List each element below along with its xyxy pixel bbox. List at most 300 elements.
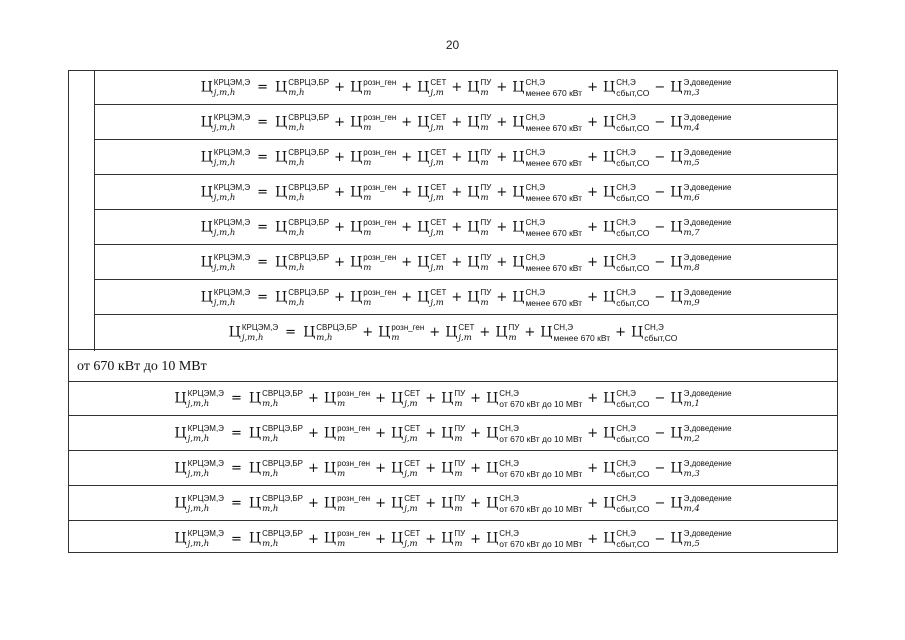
script-stack — [214, 254, 250, 272]
base-symbol: Ц — [512, 184, 525, 200]
subscript: от 670 кВт до 10 МВт — [499, 398, 583, 409]
equals-sign: = — [257, 290, 268, 305]
term-pu — [441, 390, 465, 408]
term-svrce — [249, 495, 303, 513]
lhs-term — [174, 495, 224, 513]
script-stack — [337, 530, 370, 548]
base-symbol: Ц — [603, 495, 616, 511]
lhs-term — [201, 184, 251, 202]
superscript: СЕТ — [430, 112, 447, 122]
base-symbol: Ц — [603, 460, 616, 476]
script-stack — [644, 324, 677, 342]
subscript: m,3 — [683, 468, 700, 479]
script-stack — [616, 460, 649, 478]
term-rozn-gen — [324, 460, 370, 478]
superscript: розн_ген — [363, 147, 397, 157]
base-symbol: Ц — [467, 114, 480, 130]
term-set — [417, 114, 446, 132]
subscript: j,m,h — [187, 398, 210, 409]
term-rozn-gen — [350, 289, 396, 307]
subscript: j,m — [458, 332, 472, 343]
superscript: Э,доведение — [683, 252, 732, 262]
subscript: m — [363, 122, 372, 133]
term-pu — [441, 530, 465, 548]
operator-sign: + — [308, 461, 319, 476]
operator-sign: − — [654, 531, 666, 547]
superscript: СН,Э — [616, 77, 636, 87]
subscript: m,h — [288, 297, 305, 308]
operator-sign: + — [496, 115, 508, 130]
page-number: 20 — [445, 38, 460, 52]
lhs-term — [201, 114, 251, 132]
superscript: СН,Э — [525, 77, 545, 87]
term-set — [417, 149, 446, 167]
base-symbol: Ц — [200, 149, 213, 165]
superscript: СН,Э — [616, 529, 636, 538]
formula-row — [69, 487, 837, 521]
operator-sign: + — [334, 185, 346, 200]
subscript: m,h — [262, 539, 279, 549]
script-stack — [525, 219, 582, 237]
term-sn-e — [486, 460, 582, 478]
formula-row — [95, 281, 837, 315]
term-svrce — [249, 425, 303, 443]
superscript: КРЦЭМ,Э — [187, 458, 224, 468]
term-dovedenie — [670, 254, 731, 272]
superscript: ПУ — [454, 493, 466, 503]
base-symbol: Ц — [275, 184, 288, 200]
script-stack — [525, 114, 582, 132]
base-symbol: Ц — [323, 425, 337, 441]
script-stack — [262, 530, 303, 548]
operator-sign: + — [470, 531, 482, 547]
script-stack — [454, 530, 465, 548]
subscript: сбыт,СО — [616, 297, 650, 308]
operator-sign: + — [425, 531, 437, 547]
base-symbol: Ц — [174, 495, 187, 511]
operator-sign: + — [334, 80, 346, 95]
superscript: КРЦЭМ,Э — [241, 322, 279, 332]
base-symbol: Ц — [602, 79, 616, 95]
operator-sign: − — [654, 115, 666, 130]
operator-sign: − — [654, 80, 666, 95]
subscript: m,1 — [683, 398, 700, 409]
script-stack — [509, 324, 520, 342]
subscript: m,4 — [683, 122, 700, 133]
base-symbol: Ц — [323, 460, 337, 476]
term-dovedenie — [670, 425, 731, 443]
subscript: от 670 кВт до 10 МВт — [499, 503, 583, 514]
base-symbol: Ц — [603, 530, 616, 547]
script-stack — [214, 149, 250, 167]
subscript: j,m,h — [213, 192, 236, 203]
term-sn-e — [486, 495, 582, 513]
superscript: СВРЦЭ,БР — [262, 388, 303, 398]
term-svrce — [275, 149, 329, 167]
term-sn-e — [486, 530, 582, 548]
base-symbol: Ц — [670, 184, 683, 200]
base-symbol: Ц — [445, 324, 458, 340]
superscript: КРЦЭМ,Э — [187, 529, 224, 538]
superscript: СН,Э — [616, 423, 636, 433]
subscript: m,h — [288, 262, 305, 273]
lhs-term — [201, 149, 251, 167]
superscript: СЕТ — [430, 182, 447, 192]
lhs-term — [174, 460, 224, 478]
term-set — [391, 530, 420, 548]
operator-sign: + — [451, 220, 463, 235]
operator-sign: + — [425, 461, 437, 476]
term-rozn-gen — [324, 425, 370, 443]
base-symbol: Ц — [350, 114, 363, 130]
base-symbol: Ц — [275, 289, 288, 305]
superscript: розн_ген — [337, 529, 371, 538]
base-symbol: Ц — [670, 149, 683, 165]
subscript: менее 670 кВт — [525, 297, 583, 308]
term-sbyt-so — [603, 114, 649, 132]
superscript: розн_ген — [363, 252, 397, 262]
subscript: m — [480, 262, 489, 273]
base-symbol: Ц — [670, 495, 683, 511]
script-stack — [454, 495, 465, 513]
operator-sign: − — [654, 220, 666, 235]
subscript: сбыт,СО — [616, 87, 650, 98]
script-stack — [337, 390, 370, 408]
equals-sign: = — [230, 531, 242, 547]
script-stack — [188, 530, 224, 548]
superscript: СЕТ — [404, 423, 421, 433]
base-symbol: Ц — [200, 184, 213, 200]
script-stack — [525, 149, 582, 167]
subscript: m — [363, 227, 372, 238]
term-sn-e — [512, 149, 582, 167]
base-symbol: Ц — [602, 219, 616, 235]
subscript: j,m,h — [213, 262, 236, 273]
superscript: розн_ген — [391, 322, 425, 332]
subscript: m,h — [262, 503, 279, 514]
operator-sign: + — [451, 115, 463, 130]
superscript: СЕТ — [458, 322, 475, 332]
script-stack — [684, 425, 732, 443]
operator-sign: + — [587, 80, 598, 95]
script-stack — [363, 114, 396, 132]
superscript: розн_ген — [363, 217, 397, 227]
script-stack — [430, 219, 446, 237]
subscript: m — [454, 468, 463, 479]
superscript: СВРЦЭ,БР — [288, 182, 330, 192]
subscript: j,m — [404, 539, 418, 549]
subscript: m — [363, 297, 372, 308]
base-symbol: Ц — [350, 289, 363, 305]
subscript: m — [480, 227, 489, 238]
operator-sign: + — [375, 496, 386, 511]
operator-sign: + — [496, 150, 508, 165]
superscript: СН,Э — [616, 252, 636, 262]
superscript: СЕТ — [430, 217, 447, 227]
superscript: КРЦЭМ,Э — [213, 112, 251, 122]
script-stack — [480, 79, 491, 97]
superscript: СН,Э — [616, 388, 636, 398]
term-sn-e — [512, 184, 582, 202]
superscript: СЕТ — [404, 529, 421, 538]
script-stack — [683, 184, 731, 202]
superscript: розн_ген — [337, 423, 371, 433]
superscript: ПУ — [508, 322, 520, 332]
subscript: j,m — [430, 192, 444, 203]
base-symbol: Ц — [417, 114, 430, 130]
script-stack — [404, 425, 420, 443]
superscript: Э,доведение — [683, 529, 732, 538]
superscript: СН,Э — [525, 147, 545, 157]
base-symbol: Ц — [486, 460, 499, 476]
script-stack — [288, 149, 329, 167]
script-stack — [683, 219, 731, 237]
term-svrce — [275, 254, 329, 272]
base-symbol: Ц — [390, 460, 404, 476]
subscript: m — [363, 157, 372, 168]
lhs-term — [201, 219, 251, 237]
term-pu — [467, 184, 491, 202]
formula-row — [69, 382, 837, 416]
base-symbol: Ц — [603, 425, 616, 441]
script-stack — [616, 530, 649, 548]
base-symbol: Ц — [512, 149, 525, 165]
term-pu — [467, 254, 491, 272]
term-sbyt-so — [603, 460, 649, 478]
base-symbol: Ц — [417, 184, 430, 200]
script-stack — [454, 425, 465, 443]
subscript: m,3 — [683, 87, 700, 98]
term-pu — [441, 495, 465, 513]
superscript: СН,Э — [616, 112, 636, 122]
operator-sign: + — [401, 115, 413, 130]
subscript: менее 670 кВт — [525, 157, 583, 168]
subscript: m,h — [316, 332, 333, 343]
superscript: Э,доведение — [683, 182, 732, 192]
term-rozn-gen — [324, 390, 370, 408]
superscript: СН,Э — [644, 322, 664, 332]
term-sn-e — [486, 390, 582, 408]
base-symbol: Ц — [303, 324, 316, 340]
superscript: Э,доведение — [683, 388, 732, 398]
script-stack — [262, 460, 303, 478]
base-symbol: Ц — [275, 79, 288, 95]
operator-sign: − — [654, 185, 666, 200]
script-stack — [480, 219, 491, 237]
subscript: j,m — [404, 398, 418, 409]
subscript: j,m — [430, 87, 444, 98]
operator-sign: + — [587, 426, 599, 441]
superscript: ПУ — [480, 217, 492, 227]
script-stack — [616, 149, 649, 167]
subscript: m — [480, 87, 489, 98]
subscript: менее 670 кВт — [525, 122, 583, 133]
superscript: розн_ген — [337, 388, 371, 398]
superscript: ПУ — [454, 423, 466, 433]
operator-sign: + — [334, 150, 346, 165]
operator-sign: + — [496, 220, 508, 235]
lhs-term — [201, 254, 251, 272]
base-symbol: Ц — [390, 495, 404, 511]
superscript: СН,Э — [616, 217, 636, 227]
operator-sign: + — [451, 80, 463, 95]
subscript: менее 670 кВт — [525, 192, 583, 203]
superscript: СЕТ — [404, 493, 421, 503]
script-stack — [616, 254, 649, 272]
term-svrce — [275, 184, 329, 202]
term-sbyt-so — [603, 254, 649, 272]
operator-sign: + — [587, 496, 599, 511]
term-sn-e — [512, 219, 582, 237]
formula-row — [95, 106, 837, 140]
subscript: j,m,h — [213, 87, 236, 98]
superscript: СН,Э — [499, 529, 519, 538]
equals-sign: = — [285, 325, 297, 340]
term-pu — [467, 149, 491, 167]
base-symbol: Ц — [174, 530, 187, 547]
operator-sign: + — [362, 325, 374, 340]
term-sbyt-so — [603, 390, 649, 408]
base-symbol: Ц — [603, 390, 616, 406]
script-stack — [480, 114, 491, 132]
subscript: j,m,h — [241, 332, 264, 343]
script-stack — [616, 425, 649, 443]
script-stack — [288, 114, 329, 132]
term-pu — [467, 114, 491, 132]
script-stack — [242, 324, 278, 342]
base-symbol: Ц — [417, 289, 430, 305]
subscript: j,m — [404, 468, 418, 479]
script-stack — [683, 289, 731, 307]
subscript: m,9 — [683, 297, 700, 308]
subscript: m,h — [288, 122, 305, 133]
subscript: m,5 — [683, 157, 700, 168]
script-stack — [499, 460, 582, 478]
script-stack — [188, 495, 224, 513]
superscript: СН,Э — [616, 458, 636, 468]
superscript: СВРЦЭ,БР — [288, 217, 330, 227]
base-symbol: Ц — [512, 219, 525, 235]
superscript: розн_ген — [337, 493, 371, 503]
script-stack — [458, 324, 474, 342]
operator-sign: + — [470, 391, 482, 406]
term-sn-e — [512, 79, 582, 97]
formula-row — [95, 141, 837, 175]
formula-row — [69, 316, 837, 350]
superscript: ПУ — [480, 77, 492, 87]
term-rozn-gen — [350, 254, 396, 272]
superscript: СВРЦЭ,БР — [288, 112, 330, 122]
base-symbol: Ц — [670, 114, 683, 130]
subscript: m,6 — [683, 192, 700, 203]
term-svrce — [303, 324, 357, 342]
superscript: КРЦЭМ,Э — [213, 182, 251, 192]
subscript: m,h — [288, 192, 305, 203]
base-symbol: Ц — [248, 425, 262, 441]
operator-sign: + — [587, 391, 599, 406]
base-symbol: Ц — [467, 184, 480, 200]
subscript: m,5 — [683, 539, 700, 549]
subscript: m — [508, 332, 517, 343]
script-stack — [525, 254, 582, 272]
base-symbol: Ц — [602, 254, 616, 270]
base-symbol: Ц — [417, 79, 430, 95]
subscript: от 670 кВт до 10 МВт — [499, 539, 583, 549]
equals-sign: = — [230, 391, 242, 406]
base-symbol: Ц — [540, 324, 553, 340]
subscript: m — [454, 539, 463, 549]
operator-sign: + — [587, 255, 598, 270]
script-stack — [454, 460, 465, 478]
formula-table — [68, 70, 838, 553]
operator-sign: + — [425, 496, 437, 511]
operator-sign: + — [401, 80, 413, 95]
subscript: j,m — [430, 297, 444, 308]
superscript: КРЦЭМ,Э — [213, 77, 251, 87]
superscript: Э,доведение — [683, 458, 732, 468]
operator-sign: + — [470, 426, 482, 441]
formula-row — [69, 522, 837, 556]
operator-sign: + — [587, 290, 598, 305]
script-stack — [454, 390, 465, 408]
term-rozn-gen — [324, 530, 370, 548]
script-stack — [430, 184, 446, 202]
script-stack — [363, 79, 396, 97]
script-stack — [499, 495, 582, 513]
superscript: КРЦЭМ,Э — [187, 423, 224, 433]
base-symbol: Ц — [275, 114, 288, 130]
superscript: СН,Э — [525, 252, 545, 262]
base-symbol: Ц — [486, 530, 499, 547]
subscript: m — [480, 192, 489, 203]
subscript: j,m,h — [213, 157, 236, 168]
operator-sign: + — [308, 426, 319, 441]
superscript: розн_ген — [363, 112, 397, 122]
formula-row — [95, 246, 837, 280]
script-stack — [214, 184, 250, 202]
term-sn-e — [512, 289, 582, 307]
base-symbol: Ц — [350, 254, 363, 270]
term-dovedenie — [670, 79, 731, 97]
operator-sign: + — [308, 496, 319, 511]
base-symbol: Ц — [467, 219, 480, 235]
base-symbol: Ц — [174, 460, 187, 476]
subscript: от 670 кВт до 10 МВт — [499, 468, 583, 479]
base-symbol: Ц — [248, 495, 262, 511]
superscript: СН,Э — [525, 182, 545, 192]
superscript: КРЦЭМ,Э — [213, 287, 251, 297]
operator-sign: + — [334, 255, 346, 270]
superscript: Э,доведение — [683, 287, 732, 297]
subscript: m,h — [262, 468, 279, 479]
subscript: j,m,h — [187, 433, 210, 444]
operator-sign: + — [587, 115, 598, 130]
superscript: СЕТ — [404, 388, 421, 398]
operator-sign: − — [654, 426, 666, 441]
subscript: m — [337, 398, 346, 409]
base-symbol: Ц — [248, 460, 262, 476]
lhs-term — [174, 390, 224, 408]
script-stack — [214, 79, 250, 97]
base-symbol: Ц — [441, 390, 454, 406]
formula-row — [69, 452, 837, 486]
operator-sign: + — [375, 461, 386, 476]
base-symbol: Ц — [670, 79, 683, 95]
term-set — [417, 219, 446, 237]
script-stack — [363, 254, 396, 272]
operator-sign: − — [654, 290, 666, 305]
operator-sign: + — [470, 496, 482, 511]
